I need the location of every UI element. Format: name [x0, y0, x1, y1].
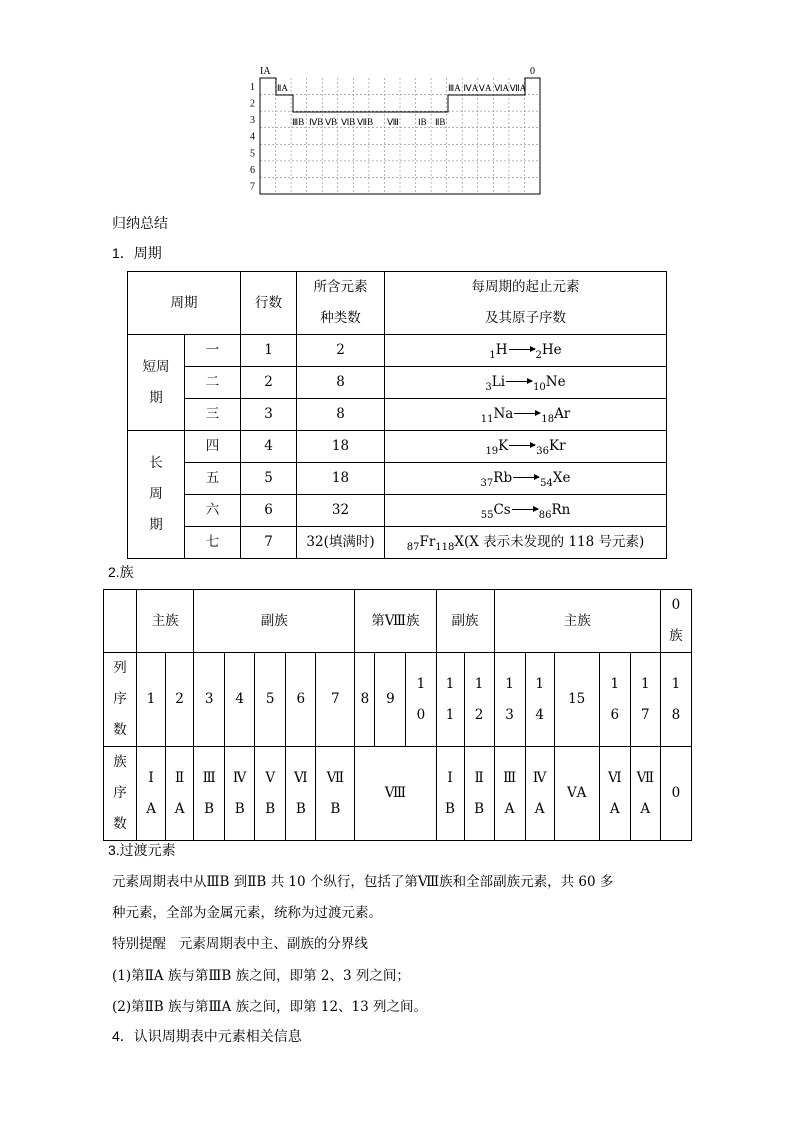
group-number: Ⅲ B: [194, 747, 225, 841]
column-number-label: 列 序 数: [104, 653, 137, 747]
period-row: [128, 495, 667, 527]
main-group-label: ⅦA: [509, 83, 527, 93]
period-rows: 6: [241, 495, 297, 527]
header-main-group-2: 主族: [494, 590, 660, 653]
period-row: [128, 367, 667, 399]
group-number: Ⅰ B: [436, 747, 464, 841]
period-range: $_{19}$K $_{36}$Kr: [385, 431, 667, 463]
group-number: Ⅶ A: [630, 747, 660, 841]
period-types: 18: [297, 463, 385, 495]
row-number: 7: [250, 181, 255, 193]
sub-group-label: Ⅷ: [387, 117, 399, 127]
column-number: 4: [225, 653, 255, 747]
period-row: [128, 527, 667, 559]
short-period-label: 短周 期: [128, 335, 185, 431]
main-group-label: ⅣA: [463, 83, 479, 93]
period-types: 2: [297, 335, 385, 367]
group-number: Ⅱ A: [166, 747, 194, 841]
periodic-table-outline: [248, 64, 548, 199]
period-types: 32: [297, 495, 385, 527]
period-range: $_{87}Fr_{118}X(X$ 表示未发现的 118 号元素): [385, 527, 667, 559]
period-rows: 2: [241, 367, 297, 399]
sub-group-label: ⅠB: [418, 117, 427, 127]
summary-heading: 归纳总结: [112, 215, 168, 231]
long-period-label: 长 周 期: [128, 431, 185, 559]
period-rows: 4: [241, 431, 297, 463]
header-main-group: 主族: [137, 590, 194, 653]
group-number: Ⅳ B: [225, 747, 255, 841]
group-number: 0: [660, 747, 691, 841]
label-zero: 0: [530, 66, 535, 77]
period-rows: 5: [241, 463, 297, 495]
period-name: 四: [185, 431, 241, 463]
column-number: 3: [194, 653, 225, 747]
group-number: Ⅶ B: [316, 747, 355, 841]
row-number: 5: [250, 148, 255, 160]
column-number: 8: [355, 653, 375, 747]
group-number: Ⅲ A: [494, 747, 525, 841]
column-number: 1 2: [464, 653, 494, 747]
group-number: Ⅰ A: [137, 747, 166, 841]
note-1: (1)第ⅡA 族与第ⅢB 族之间，即第 2、3 列之间；: [112, 968, 410, 984]
header-zero-group: 0 族: [660, 590, 691, 653]
period-name: 六: [185, 495, 241, 527]
section-group-heading: 2.族: [108, 564, 134, 580]
group-number: Ⅵ A: [599, 747, 630, 841]
period-types: 18: [297, 431, 385, 463]
period-types: 8: [297, 399, 385, 431]
period-name: 五: [185, 463, 241, 495]
period-name: 一: [185, 335, 241, 367]
sub-group-label: ⅢB: [292, 117, 305, 127]
periodic-table-skeleton: [248, 64, 548, 199]
group-number: ⅤA: [554, 747, 599, 841]
header-types: 所含元素 种类数: [297, 272, 385, 335]
column-number: 1 6: [599, 653, 630, 747]
period-types: 8: [297, 367, 385, 399]
period-range: $_3$Li $_{10}$Ne: [385, 367, 667, 399]
column-number: 15: [554, 653, 599, 747]
column-number: 1 4: [525, 653, 554, 747]
column-number: 5: [255, 653, 286, 747]
section-info-heading: 4．认识周期表中元素相关信息: [112, 1028, 302, 1044]
sub-group-label: ⅡB: [435, 117, 446, 127]
period-name: 三: [185, 399, 241, 431]
reminder-label: 特别提醒: [112, 936, 166, 951]
header-rows: 行数: [241, 272, 297, 335]
column-number: 9: [375, 653, 406, 747]
group-number-label: 族 序 数: [104, 747, 137, 841]
sub-group-label: ⅣB: [309, 117, 324, 127]
header-sub-group: 副族: [194, 590, 355, 653]
period-row: [128, 335, 667, 367]
period-range: $_{55}$Cs $_{86}$Rn: [385, 495, 667, 527]
special-reminder: [112, 932, 368, 952]
sub-group-label: ⅦB: [357, 117, 374, 127]
period-row: [128, 463, 667, 495]
column-number: 1 1: [436, 653, 464, 747]
row-number: 4: [250, 131, 255, 143]
column-number: 6: [286, 653, 316, 747]
column-number: 2: [166, 653, 194, 747]
period-range: $_{37}$Rb $_{54}$Xe: [385, 463, 667, 495]
period-row: [128, 431, 667, 463]
group-number: Ⅴ B: [255, 747, 286, 841]
row-number: 1: [250, 82, 255, 93]
period-rows: 1: [241, 335, 297, 367]
group-number: Ⅱ B: [464, 747, 494, 841]
period-name: 七: [185, 527, 241, 559]
sub-group-label: ⅤB: [325, 117, 338, 127]
period-row: [128, 399, 667, 431]
transition-text-line2: 种元素，全部为金属元素，统称为过渡元素。: [112, 905, 382, 921]
reminder-text: 元素周期表中主、副族的分界线: [178, 936, 368, 952]
period-range: $_{11}$Na $_{18}$Ar: [385, 399, 667, 431]
note-2: (2)第ⅡB 族与第ⅢA 族之间，即第 12、13 列之间。: [112, 999, 428, 1015]
group-number: Ⅷ: [355, 747, 436, 841]
row-number: 2: [250, 98, 255, 110]
main-group-label: ⅢA: [448, 83, 461, 93]
row-number: 6: [250, 164, 255, 176]
group-number: Ⅳ A: [525, 747, 554, 841]
group-number: Ⅵ B: [286, 747, 316, 841]
column-number: 1 8: [660, 653, 691, 747]
period-types: 32(填满时): [297, 527, 385, 559]
section-transition-heading: 3.过渡元素: [108, 842, 176, 858]
column-number: 7: [316, 653, 355, 747]
section-period-heading: 1．周期: [112, 245, 162, 261]
column-number: 1 3: [494, 653, 525, 747]
header-period: 周期: [128, 272, 241, 335]
label-iia: ⅡA: [277, 83, 288, 93]
header-sub-group-2: 副族: [436, 590, 494, 653]
column-number: 1 0: [406, 653, 436, 747]
period-rows: 7: [241, 527, 297, 559]
label-ia: IA: [260, 66, 271, 77]
transition-text-line1: 元素周期表中从ⅢB 到ⅡB 共 10 个纵行，包括了第Ⅷ族和全部副族元素，共 60 多: [112, 874, 614, 890]
group-table: [103, 589, 692, 841]
header-viii-group: 第Ⅷ族: [355, 590, 436, 653]
row-number: 3: [250, 115, 255, 127]
sub-group-label: ⅥB: [341, 117, 356, 127]
column-number: 1 7: [630, 653, 660, 747]
period-rows: 3: [241, 399, 297, 431]
column-number: 1: [137, 653, 166, 747]
main-group-label: ⅥA: [494, 83, 510, 93]
period-range: $_1$H $_2$He: [385, 335, 667, 367]
main-group-label: ⅤA: [478, 83, 492, 93]
period-table: [127, 271, 667, 559]
header-range: 每周期的起止元素 及其原子序数: [385, 272, 667, 335]
period-name: 二: [185, 367, 241, 399]
